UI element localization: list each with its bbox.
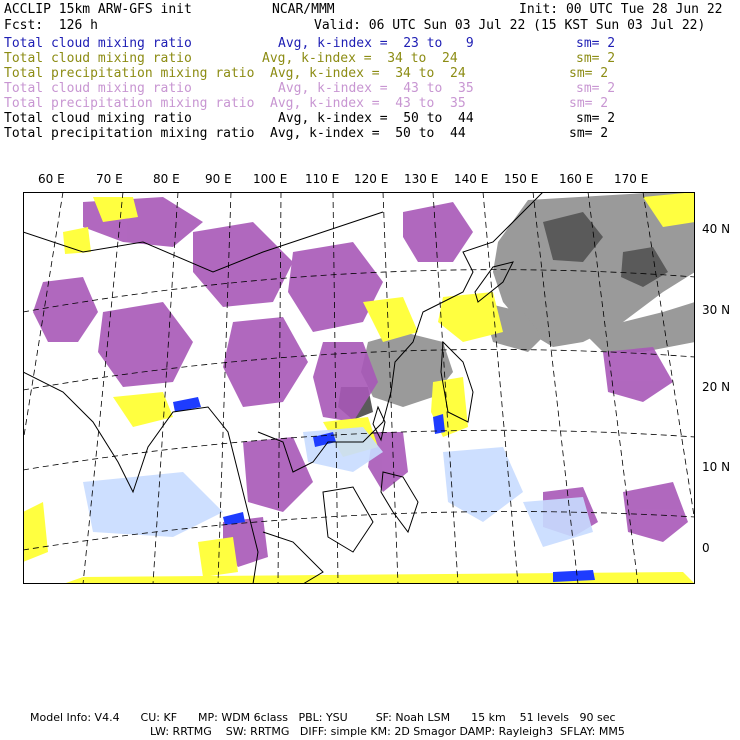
legend-sm: sm= 2 bbox=[576, 111, 616, 126]
legend-sm: sm= 2 bbox=[569, 96, 609, 111]
lon-label: 150 E bbox=[504, 172, 539, 186]
lon-label: 110 E bbox=[305, 172, 340, 186]
legend-sm: sm= 2 bbox=[569, 66, 609, 81]
legend-avg: Avg, k-index = 23 to 9 bbox=[278, 36, 474, 51]
valid-time: Valid: 06 UTC Sun 03 Jul 22 (15 KST Sun 03 Jul 22) bbox=[314, 18, 706, 33]
legend-label: Total cloud mixing ratio bbox=[4, 51, 192, 66]
lat-label: 20 N bbox=[702, 380, 731, 394]
model-info-line2: LW: RRTMG SW: RRTMG DIFF: simple KM: 2D Smagor DAMP: Rayleigh3 SFLAY: MM5 bbox=[150, 725, 625, 738]
lon-label: 70 E bbox=[96, 172, 123, 186]
lat-label: 10 N bbox=[702, 460, 731, 474]
legend-avg: Avg, k-index = 43 to 35 bbox=[270, 96, 466, 111]
map-title: ACCLIP 15km ARW-GFS init bbox=[4, 2, 192, 17]
lon-label: 130 E bbox=[404, 172, 439, 186]
lat-label: 30 N bbox=[702, 303, 731, 317]
legend-label: Total precipitation mixing ratio bbox=[4, 126, 255, 141]
lon-label: 100 E bbox=[253, 172, 288, 186]
legend-label: Total cloud mixing ratio bbox=[4, 36, 192, 51]
forecast-hour: Fcst: 126 h bbox=[4, 18, 98, 33]
lon-label: 120 E bbox=[354, 172, 389, 186]
legend-avg: Avg, k-index = 50 to 44 bbox=[278, 111, 474, 126]
init-time: Init: 00 UTC Tue 28 Jun 22 bbox=[519, 2, 723, 17]
legend-sm: sm= 2 bbox=[569, 126, 609, 141]
legend-avg: Avg, k-index = 34 to 24 bbox=[270, 66, 466, 81]
model-info-line1: Model Info: V4.4 CU: KF MP: WDM 6class PBL: YSU SF: Noah LSM 15 km 51 levels 90 sec bbox=[30, 711, 616, 724]
legend-avg: Avg, k-index = 43 to 35 bbox=[278, 81, 474, 96]
model-center: NCAR/MMM bbox=[272, 2, 335, 17]
legend-label: Total precipitation mixing ratio bbox=[4, 66, 255, 81]
legend-sm: sm= 2 bbox=[576, 36, 616, 51]
lon-label: 80 E bbox=[153, 172, 180, 186]
legend-sm: sm= 2 bbox=[576, 51, 616, 66]
legend-label: Total cloud mixing ratio bbox=[4, 111, 192, 126]
lon-label: 60 E bbox=[38, 172, 65, 186]
legend-avg: Avg, k-index = 34 to 24 bbox=[262, 51, 458, 66]
lon-label: 90 E bbox=[205, 172, 232, 186]
lon-label: 140 E bbox=[454, 172, 489, 186]
legend-label: Total cloud mixing ratio bbox=[4, 81, 192, 96]
legend-sm: sm= 2 bbox=[576, 81, 616, 96]
legend-avg: Avg, k-index = 50 to 44 bbox=[270, 126, 466, 141]
lon-label: 170 E bbox=[614, 172, 649, 186]
legend-label: Total precipitation mixing ratio bbox=[4, 96, 255, 111]
lat-label: 40 N bbox=[702, 222, 731, 236]
forecast-map bbox=[23, 192, 695, 584]
lon-label: 160 E bbox=[559, 172, 594, 186]
lat-label: 0 bbox=[702, 541, 710, 555]
